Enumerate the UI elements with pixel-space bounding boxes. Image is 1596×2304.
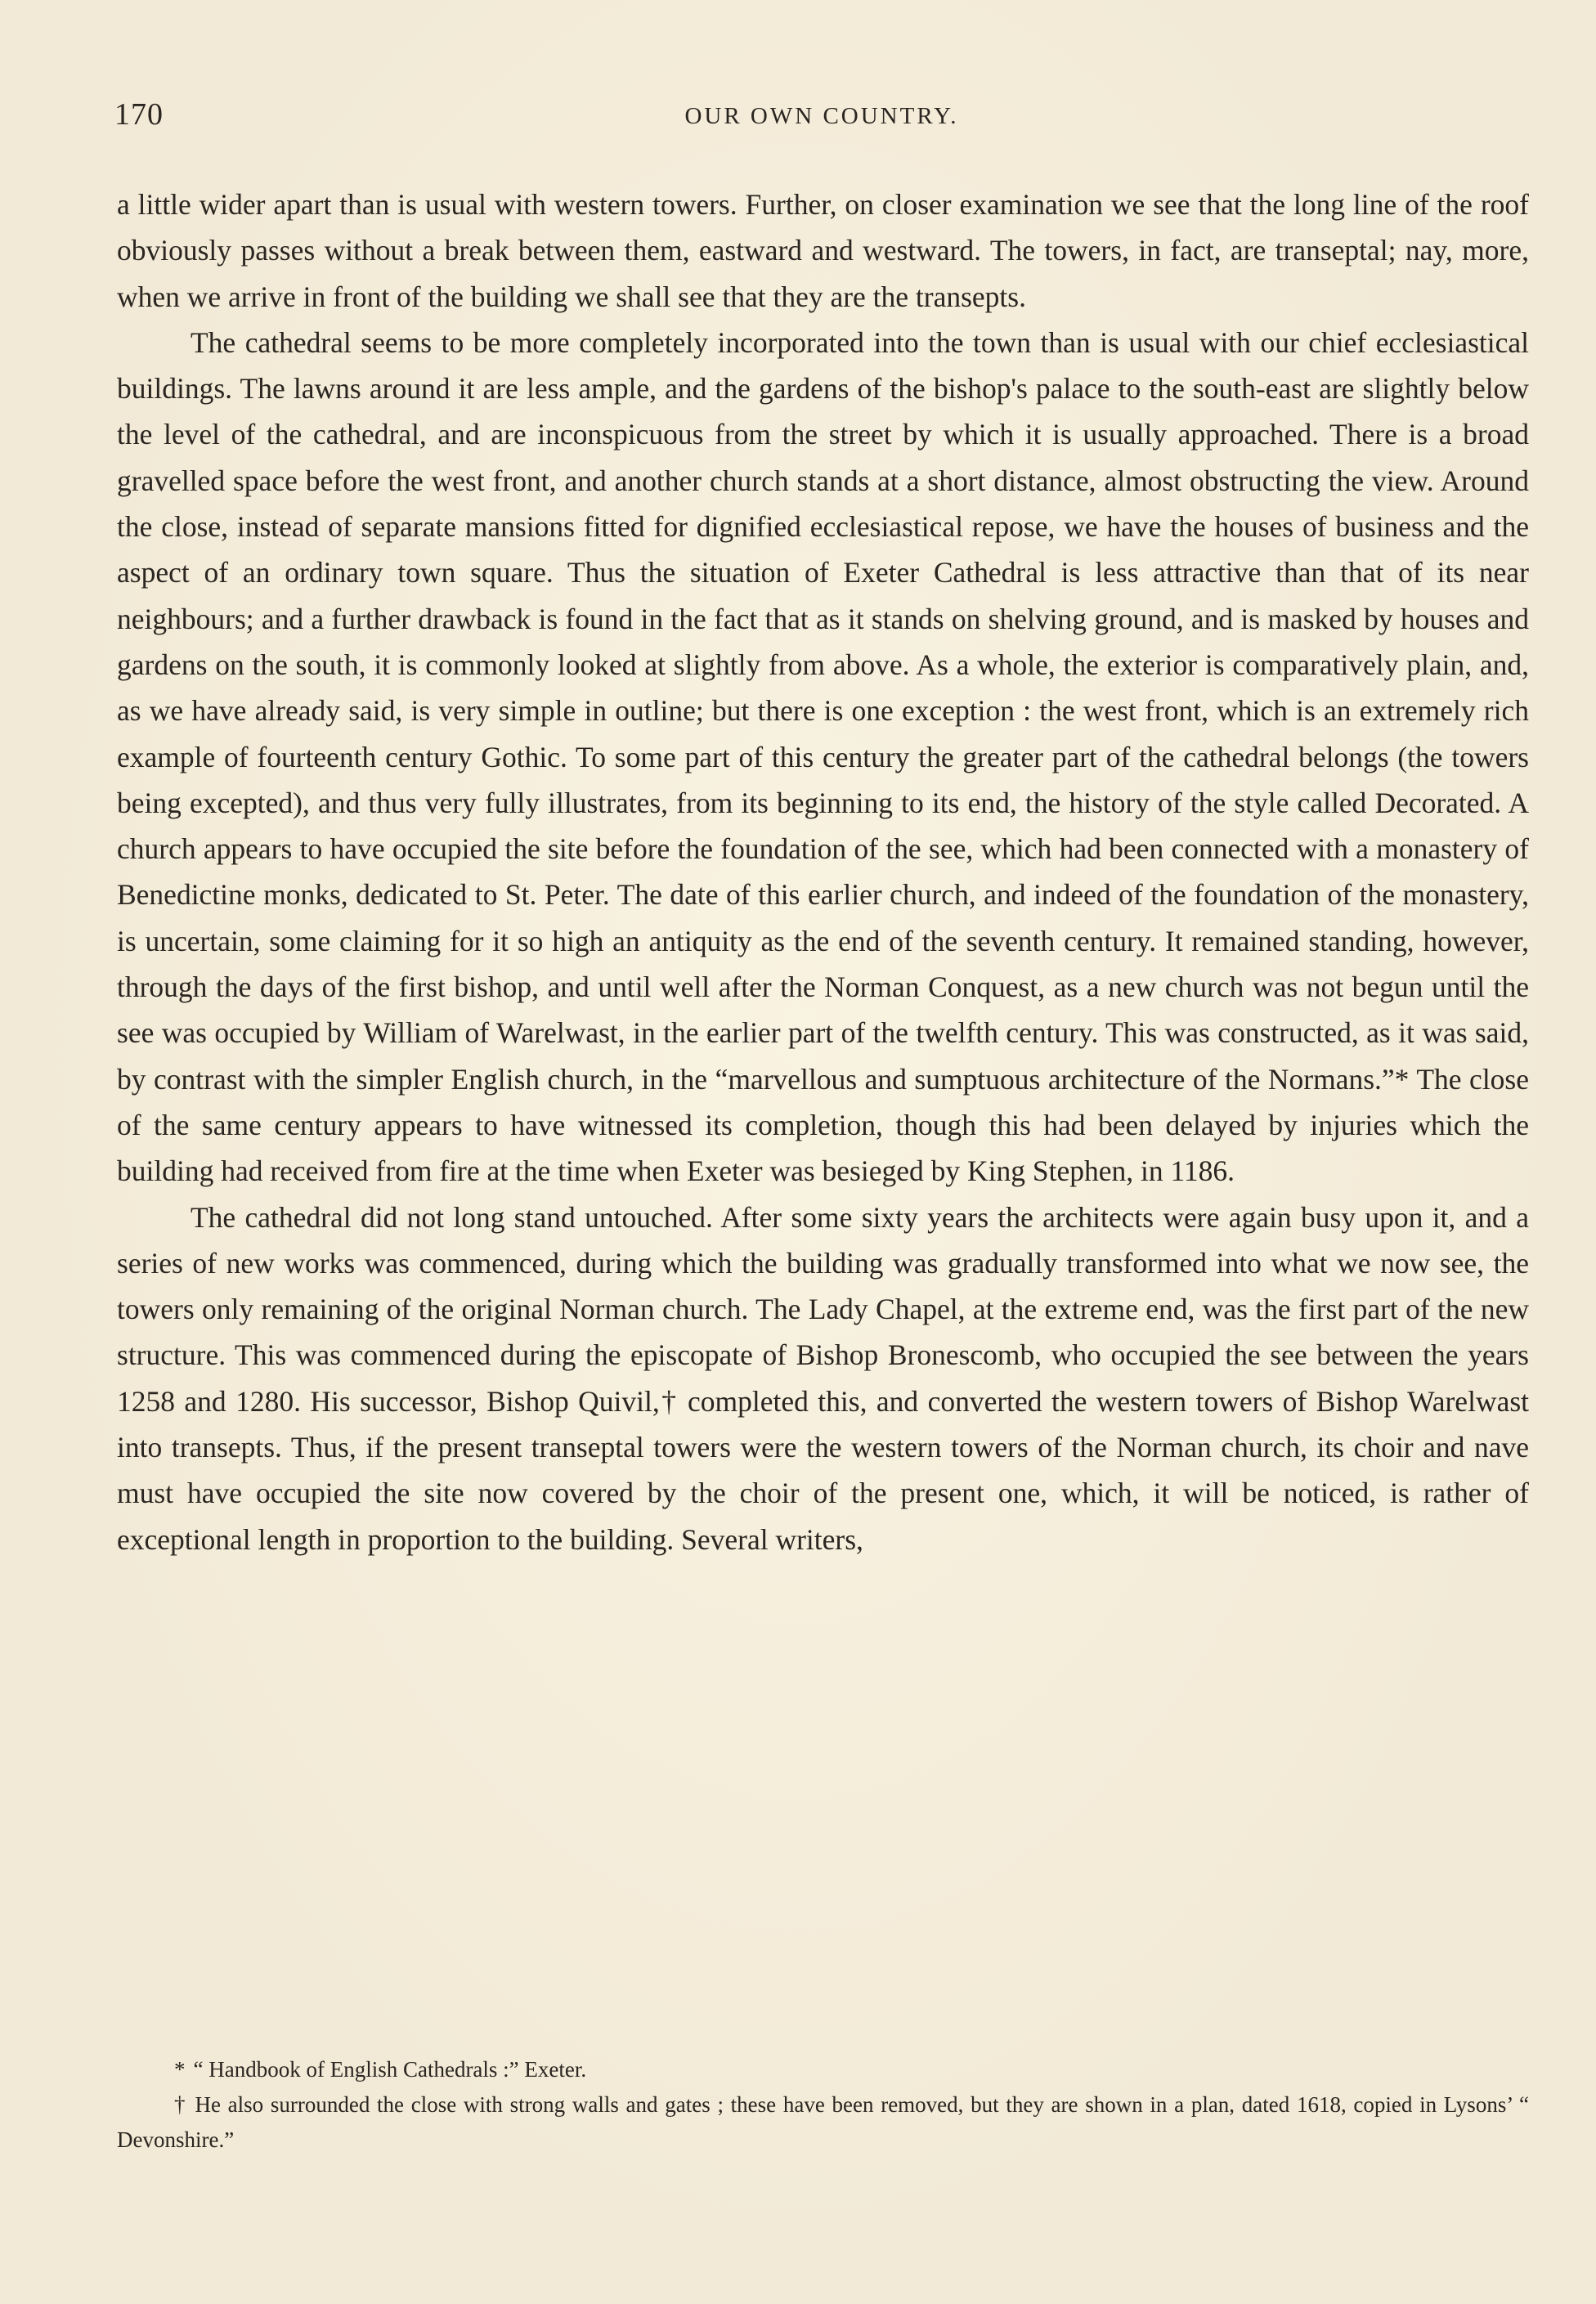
paragraph: a little wider apart than is usual with western towers. Further, on closer examination we see that the long line of the roof obviously passes without a break between them, eastward and westward. The towers, in fact, are transeptal; nay, more, when we arrive in front of the building we shall see that they are the transepts. xyxy=(117,188,1529,313)
page-number: 170 xyxy=(114,97,164,132)
running-title: OUR OWN COUNTRY. xyxy=(684,103,959,129)
body-text xyxy=(117,182,1529,1562)
paragraph: The cathedral seems to be more completely incorporated into the town than is usual with our chief ecclesiastical buildings. The lawns around it are less ample, and the gardens of the bishop's palace to the south-east are slightly below the level of the cathedral, and are inconspicuous from the street by which it is usually approached. There is a broad gravelled space before the west front, and another church stands at a short distance, almost obstructing the view. Around the close, instead of separate mansions fitted for dignified ecclesiastical repose, we have the houses of business and the aspect of an ordinary town square. Thus the situation of Exeter Cathedral is less attractive than that of its near neighbours; and a further drawback is found in the fact that as it stands on shelving ground, and is masked by houses and gardens on the south, it is commonly looked at slightly from above. As a whole, the exterior is comparatively plain, and, as we have already said, is very simple in outline; but there is one exception : the west front, which is an extremely rich example of fourteenth century Gothic. To some part of this century the greater part of the cathedral belongs (the towers being excepted), and thus very fully illustrates, from its beginning to its end, the history of the style called Decorated. A church appears to have occupied the site before the foundation of the see, which had been connected with a monastery of Benedictine monks, dedicated to St. Peter. The date of this earlier church, and indeed of the foundation of the monastery, is uncertain, some claiming for it so high an antiquity as the end of the seventh century. It remained standing, however, through the days of the first bishop, and until well after the Norman Conquest, as a new church was not begun until the see was occupied by William of Warelwast, in the earlier part of the twelfth century. This was constructed, as it was said, by contrast with the simpler English church, in the “marvellous and sumptuous architecture of the Normans.”* The close of the same century appears to have witnessed its completion, though this had been delayed by injuries which the building had received from fire at the time when Exeter was besieged by King Stephen, in 1186. xyxy=(117,325,1529,1188)
footnote xyxy=(117,2052,1529,2087)
footnotes xyxy=(117,2052,1529,2158)
footnote xyxy=(117,2087,1529,2158)
page-header xyxy=(114,96,1529,146)
footnote-text: He also surrounded the close with strong walls and gates ; these have been removed, but they are shown in a plan, dated 1618, copied in Lysons’ “ Devonshire.” xyxy=(117,2092,1530,2152)
footnote-text: “ Handbook of English Cathedrals :” Exeter. xyxy=(193,2057,587,2082)
footnote-mark: † xyxy=(174,2092,187,2117)
footnote-mark: * xyxy=(174,2057,186,2082)
paragraph: The cathedral did not long stand untouched. After some sixty years the architects were again busy upon it, and a series of new works was commenced, during which the building was gradually transformed into what we now see, the towers only remaining of the original Norman church. The Lady Chapel, at the extreme end, was the first part of the new structure. This was commenced during the episcopate of Bishop Bronescomb, who occupied the see between the years 1258 and 1280. His successor, Bishop Quivil,† completed this, and converted the western towers of Bishop Warelwast into transepts. Thus, if the present transeptal towers were the western towers of the Norman church, its choir and nave must have occupied the site now covered by the choir of the present one, which, it will be noticed, is rather of exceptional length in proportion to the building. Several writers, xyxy=(117,1200,1529,1556)
